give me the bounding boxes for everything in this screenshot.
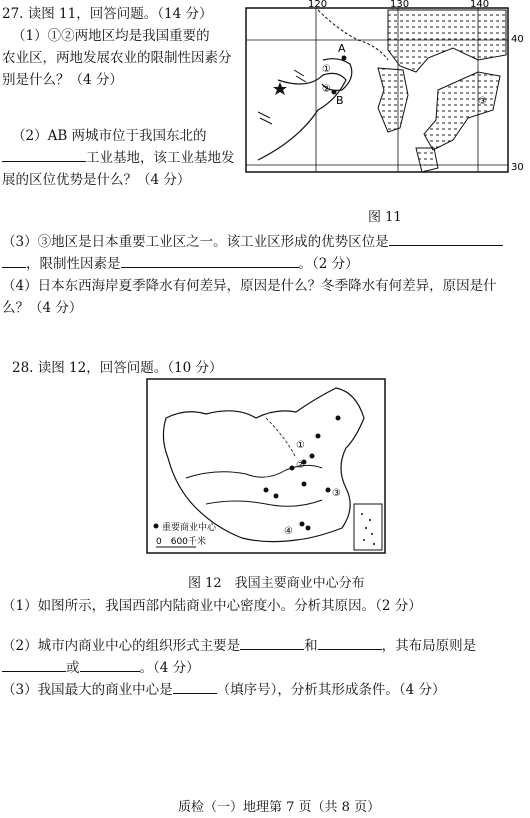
q27-p3-line1	[2, 230, 503, 250]
answer-blank[interactable]	[2, 147, 86, 162]
q28-p2-end: 。（4 分）	[139, 660, 200, 676]
south-china-sea-inset	[354, 504, 382, 550]
commerce-center-dot	[316, 434, 321, 439]
q28-p2-line1-end: ，其布局原则是	[381, 638, 477, 654]
region-3-label: ③	[478, 96, 487, 107]
page-footer: 质检（一）地理第 7 页（共 8 页）	[178, 800, 381, 815]
commerce-center-dot	[302, 482, 307, 487]
commerce-center-dot	[336, 416, 341, 421]
center-1-label: ①	[296, 440, 305, 451]
q27-p1-line3: 别是什么？（4 分）	[2, 72, 123, 88]
q28-title: 28. 读图 12，回答问题。（10 分）	[12, 360, 223, 376]
q27-p2-line1: （2）AB 两城市位于我国东北的	[12, 128, 207, 144]
region-1-label: ①	[322, 64, 331, 75]
commerce-center-dot	[326, 488, 331, 493]
legend-label: 重要商业中心	[162, 523, 217, 533]
commerce-center-dot	[290, 466, 295, 471]
q28-p2-line1	[2, 634, 476, 654]
q28-p3-text-a: （3）我国最大的商业中心是	[2, 682, 173, 698]
q27-p1-line2: 农业区，两地发展农业的限制性因素分	[2, 50, 232, 66]
city-b-label: B	[336, 94, 344, 107]
figure-11-caption: 图 11	[368, 210, 402, 225]
answer-blank[interactable]	[2, 657, 66, 672]
q27-p3-line1-text: （3）③地区是日本重要工业区之一。该工业区形成的优势区位是	[2, 234, 389, 250]
legend-dot-icon	[154, 524, 159, 529]
center-3-label: ③	[332, 488, 341, 499]
q27-title: 27. 读图 11，回答问题。（14 分）	[2, 6, 213, 22]
answer-blank[interactable]	[318, 635, 382, 650]
lat-label-30: 30	[511, 162, 524, 173]
q27-p2-line2	[2, 146, 235, 166]
q27-p3-line2-end: 。（2 分）	[298, 256, 359, 272]
region-2-label: ②	[322, 84, 331, 95]
answer-blank[interactable]	[389, 231, 503, 246]
q27-p3-line2	[2, 252, 359, 272]
scale-label: 0 600千米	[156, 537, 206, 547]
commerce-center-dot	[300, 522, 305, 527]
q28-p2-or: 或	[66, 660, 80, 676]
q28-p1: （1）如图所示，我国西部内陆商业中心密度小。分析其原因。（2 分）	[2, 598, 422, 614]
answer-blank[interactable]	[173, 679, 217, 694]
lon-label-120: 120	[308, 0, 328, 10]
q27-p4-line1: （4）日本东西海岸夏季降水有何差异，原因是什么？冬季降水有何差异，原因是什	[2, 278, 497, 294]
q27-p3-line2-text: ，限制性因素是	[26, 256, 121, 272]
q28-p2-line1-text: （2）城市内商业中心的组织形式主要是	[2, 638, 241, 654]
lon-label-140: 140	[470, 0, 490, 10]
center-2-label: ②	[296, 460, 305, 471]
commerce-center-dot	[310, 454, 315, 459]
q27-p2-line2-text: 工业基地，该工业基地发	[86, 150, 235, 166]
commerce-center-dot	[306, 526, 311, 531]
lon-label-130: 130	[390, 0, 410, 10]
answer-blank[interactable]	[121, 253, 299, 268]
answer-blank[interactable]	[2, 253, 26, 268]
q28-p3	[2, 678, 445, 698]
answer-blank[interactable]	[240, 635, 304, 650]
commerce-center-dot	[274, 494, 279, 499]
q28-p2-and: 和	[304, 638, 318, 654]
figure-12-map	[146, 378, 386, 554]
q28-p3-text-b: （填序号），分析其形成条件。（4 分）	[216, 682, 446, 698]
q27-p4-line2: 么？（4 分）	[2, 300, 83, 316]
q27-p1-line1: （1）①②两地区均是我国重要的	[12, 28, 210, 44]
city-a-marker	[342, 56, 347, 61]
figure-11-map	[238, 0, 530, 182]
figure-12-caption: 图 12 我国主要商业中心分布	[188, 576, 365, 591]
answer-blank[interactable]	[80, 657, 140, 672]
q27-p2-line3: 展的区位优势是什么？（4 分）	[2, 172, 191, 188]
lat-label-40: 40	[511, 34, 524, 45]
city-a-label: A	[338, 42, 346, 55]
q28-p2-line2	[2, 656, 200, 676]
commerce-center-dot	[264, 488, 269, 493]
center-4-label: ④	[284, 526, 293, 537]
